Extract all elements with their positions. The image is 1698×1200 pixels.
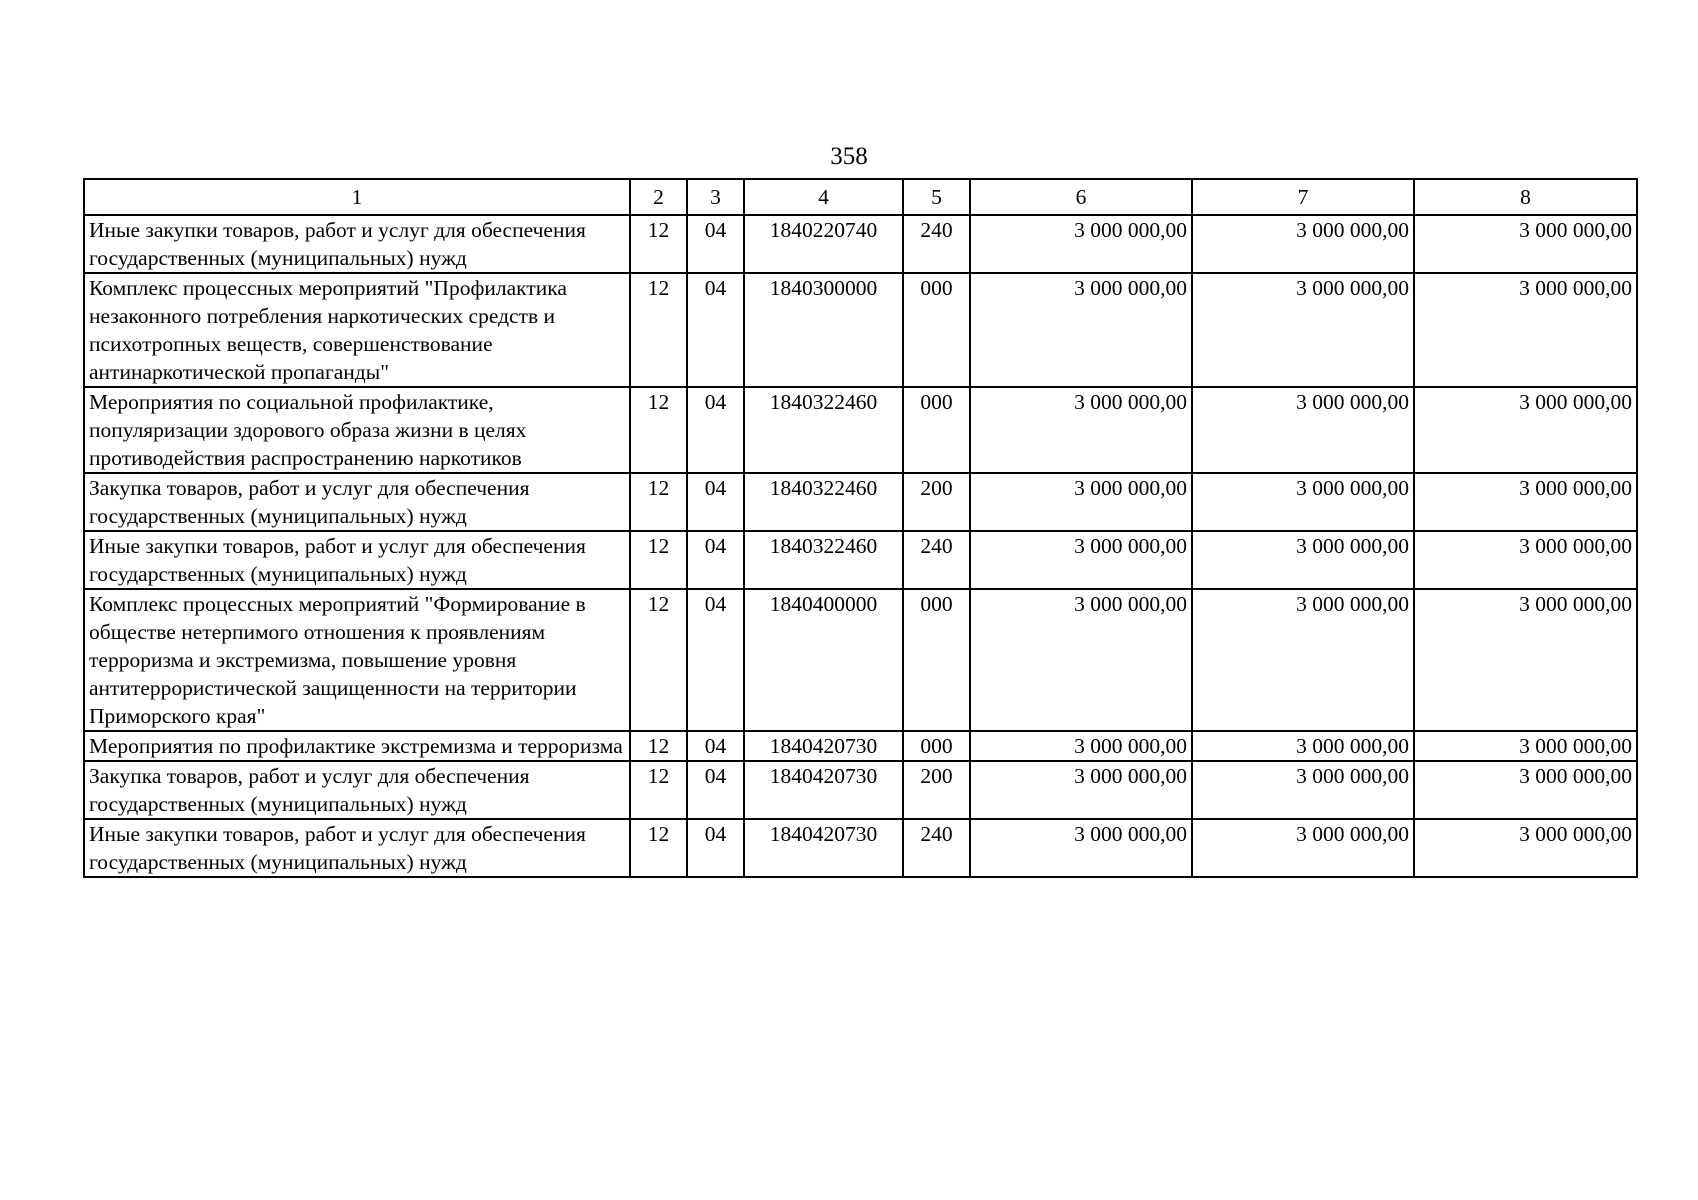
row-name: Мероприятия по профилактике экстремизма и терроризма	[84, 731, 630, 761]
amount-col-8: 3 000 000,00	[1414, 273, 1637, 387]
header-cell: 5	[903, 179, 970, 215]
subsection-code: 04	[687, 273, 744, 387]
amount-col-6: 3 000 000,00	[970, 731, 1192, 761]
target-article-code: 1840420730	[744, 761, 903, 819]
amount-col-6: 3 000 000,00	[970, 589, 1192, 731]
amount-col-8: 3 000 000,00	[1414, 819, 1637, 877]
amount-col-8: 3 000 000,00	[1414, 761, 1637, 819]
expense-type-code: 000	[903, 387, 970, 473]
amount-col-6: 3 000 000,00	[970, 387, 1192, 473]
section-code: 12	[630, 589, 687, 731]
expense-type-code: 000	[903, 273, 970, 387]
subsection-code: 04	[687, 731, 744, 761]
target-article-code: 1840322460	[744, 387, 903, 473]
target-article-code: 1840300000	[744, 273, 903, 387]
amount-col-6: 3 000 000,00	[970, 819, 1192, 877]
section-code: 12	[630, 531, 687, 589]
subsection-code: 04	[687, 589, 744, 731]
section-code: 12	[630, 819, 687, 877]
header-cell: 4	[744, 179, 903, 215]
amount-col-7: 3 000 000,00	[1192, 273, 1414, 387]
amount-col-7: 3 000 000,00	[1192, 531, 1414, 589]
section-code: 12	[630, 473, 687, 531]
page-number: 358	[830, 143, 868, 170]
budget-table	[83, 178, 1638, 878]
table-row	[84, 731, 1637, 761]
table-row	[84, 387, 1637, 473]
target-article-code: 1840420730	[744, 819, 903, 877]
amount-col-7: 3 000 000,00	[1192, 387, 1414, 473]
expense-type-code: 000	[903, 589, 970, 731]
subsection-code: 04	[687, 387, 744, 473]
section-code: 12	[630, 387, 687, 473]
subsection-code: 04	[687, 473, 744, 531]
amount-col-7: 3 000 000,00	[1192, 589, 1414, 731]
amount-col-8: 3 000 000,00	[1414, 731, 1637, 761]
amount-col-7: 3 000 000,00	[1192, 473, 1414, 531]
table-row	[84, 273, 1637, 387]
target-article-code: 1840420730	[744, 731, 903, 761]
amount-col-8: 3 000 000,00	[1414, 589, 1637, 731]
amount-col-6: 3 000 000,00	[970, 273, 1192, 387]
subsection-code: 04	[687, 761, 744, 819]
row-name: Мероприятия по социальной профилактике, популяризации здорового образа жизни в целях противодействия распространению наркотиков	[84, 387, 630, 473]
table-row	[84, 215, 1637, 273]
row-name: Закупка товаров, работ и услуг для обеспечения государственных (муниципальных) нужд	[84, 761, 630, 819]
row-name: Комплекс процессных мероприятий "Формирование в обществе нетерпимого отношения к проявлениям терроризма и экстремизма, повышение уровня антитеррористической защищенности на территории Приморского края"	[84, 589, 630, 731]
header-cell: 2	[630, 179, 687, 215]
section-code: 12	[630, 215, 687, 273]
target-article-code: 1840322460	[744, 531, 903, 589]
target-article-code: 1840322460	[744, 473, 903, 531]
amount-col-6: 3 000 000,00	[970, 473, 1192, 531]
expense-type-code: 200	[903, 473, 970, 531]
table-row	[84, 761, 1637, 819]
amount-col-8: 3 000 000,00	[1414, 531, 1637, 589]
amount-col-8: 3 000 000,00	[1414, 473, 1637, 531]
expense-type-code: 240	[903, 215, 970, 273]
header-cell: 1	[84, 179, 630, 215]
table-row	[84, 589, 1637, 731]
target-article-code: 1840220740	[744, 215, 903, 273]
subsection-code: 04	[687, 531, 744, 589]
header-cell: 8	[1414, 179, 1637, 215]
row-name: Иные закупки товаров, работ и услуг для обеспечения государственных (муниципальных) нужд	[84, 215, 630, 273]
amount-col-8: 3 000 000,00	[1414, 215, 1637, 273]
table-header-row	[84, 179, 1637, 215]
amount-col-7: 3 000 000,00	[1192, 819, 1414, 877]
section-code: 12	[630, 273, 687, 387]
header-cell: 6	[970, 179, 1192, 215]
subsection-code: 04	[687, 819, 744, 877]
row-name: Иные закупки товаров, работ и услуг для обеспечения государственных (муниципальных) нужд	[84, 819, 630, 877]
target-article-code: 1840400000	[744, 589, 903, 731]
table-row	[84, 531, 1637, 589]
amount-col-7: 3 000 000,00	[1192, 761, 1414, 819]
amount-col-7: 3 000 000,00	[1192, 731, 1414, 761]
expense-type-code: 240	[903, 531, 970, 589]
header-cell: 3	[687, 179, 744, 215]
header-cell: 7	[1192, 179, 1414, 215]
table-row	[84, 819, 1637, 877]
expense-type-code: 200	[903, 761, 970, 819]
amount-col-6: 3 000 000,00	[970, 761, 1192, 819]
amount-col-8: 3 000 000,00	[1414, 387, 1637, 473]
section-code: 12	[630, 731, 687, 761]
expense-type-code: 240	[903, 819, 970, 877]
section-code: 12	[630, 761, 687, 819]
amount-col-6: 3 000 000,00	[970, 215, 1192, 273]
amount-col-7: 3 000 000,00	[1192, 215, 1414, 273]
subsection-code: 04	[687, 215, 744, 273]
table-row	[84, 473, 1637, 531]
row-name: Закупка товаров, работ и услуг для обеспечения государственных (муниципальных) нужд	[84, 473, 630, 531]
row-name: Иные закупки товаров, работ и услуг для обеспечения государственных (муниципальных) нужд	[84, 531, 630, 589]
amount-col-6: 3 000 000,00	[970, 531, 1192, 589]
row-name: Комплекс процессных мероприятий "Профилактика незаконного потребления наркотических средств и психотропных веществ, совершенствование антинаркотической пропаганды"	[84, 273, 630, 387]
expense-type-code: 000	[903, 731, 970, 761]
